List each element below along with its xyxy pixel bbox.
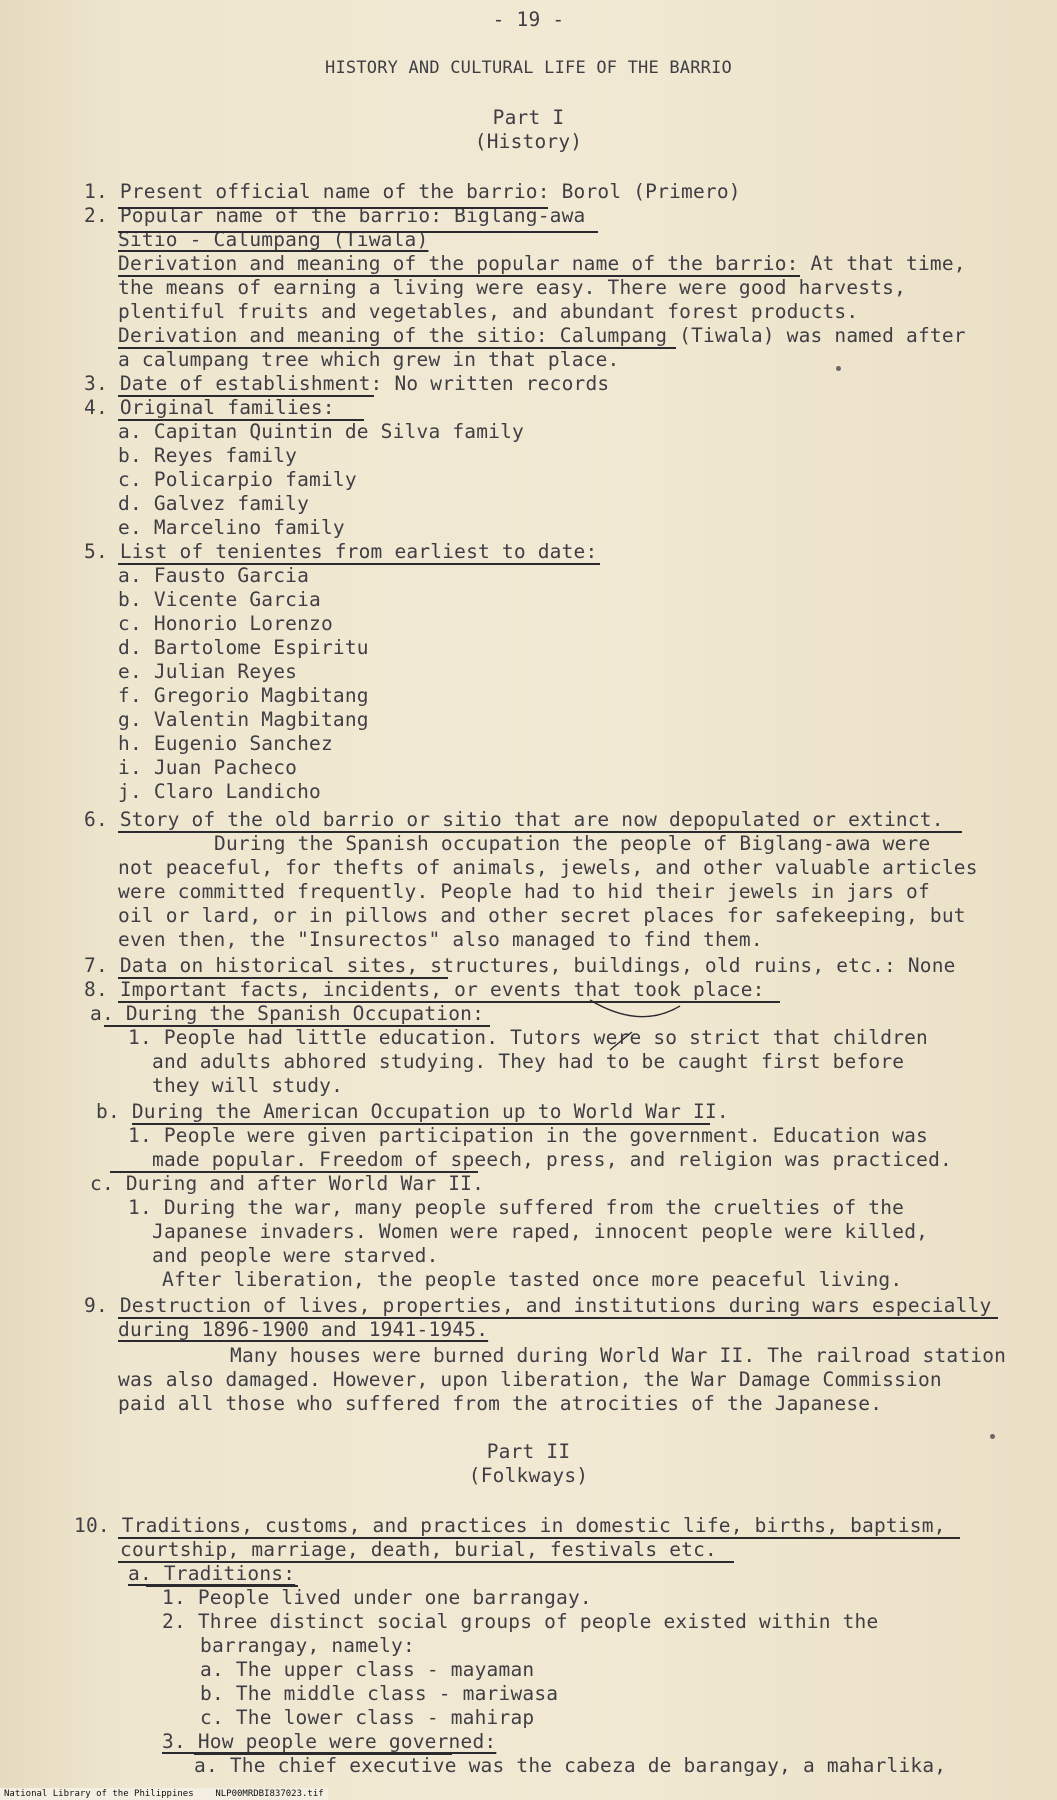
text-line: not peaceful, for thefts of animals, jewels, and other valuable articles	[118, 856, 978, 879]
ink-spot	[836, 366, 841, 371]
text-line: they will study.	[152, 1074, 344, 1097]
text-line: even then, the "Insurectos" also managed to find them.	[118, 928, 763, 951]
text-line: Derivation and meaning of the sitio: Calumpang (Tiwala) was named after	[118, 324, 966, 347]
text-line: Sitio - Calumpang (Tiwala)	[118, 228, 429, 251]
text-line: made popular. Freedom of speech, press, and religion was practiced.	[152, 1148, 952, 1171]
text-line: 8. Important facts, incidents, or events that took place:	[84, 978, 765, 1001]
text-line: 1. People lived under one barrangay.	[162, 1586, 592, 1609]
text-line: g. Valentin Magbitang	[118, 708, 369, 731]
text-line: a. Fausto Garcia	[118, 564, 310, 587]
text-line: 2. Three distinct social groups of people existed within the	[162, 1610, 879, 1633]
text-line: 4. Original families:	[84, 396, 335, 419]
text-line: oil or lard, or in pillows and other secret places for safekeeping, but	[118, 904, 966, 927]
text-line: and adults abhored studying. They had to be caught first before	[152, 1050, 905, 1073]
text-line: a. Traditions:	[128, 1562, 296, 1585]
text-line: 1. People were given participation in the government. Education was	[128, 1124, 928, 1147]
text-line: 9. Destruction of lives, properties, and institutions during wars especially	[84, 1294, 992, 1317]
footer-source: National Library of the Philippines NLP00MRDBI837023.tif	[0, 1788, 328, 1800]
text-line: d. Galvez family	[118, 492, 310, 515]
text-line: a calumpang tree which grew in that place.	[118, 348, 620, 371]
text-line: a. During the Spanish Occupation:	[90, 1002, 485, 1025]
part-one-label: Part I	[492, 106, 565, 129]
text-line: 6. Story of the old barrio or sitio that are now depopulated or extinct.	[84, 808, 944, 831]
text-line: After liberation, the people tasted once more peaceful living.	[162, 1268, 903, 1291]
text-line: courtship, marriage, death, burial, festivals etc.	[120, 1538, 717, 1561]
text-line: 1. Present official name of the barrio: Borol (Primero)	[84, 180, 741, 203]
text-line: 1. During the war, many people suffered from the cruelties of the	[128, 1196, 905, 1219]
text-line: and people were starved.	[152, 1244, 439, 1267]
text-line: 3. How people were governed:	[162, 1730, 497, 1753]
text-line: c. The lower class - mahirap	[200, 1706, 535, 1729]
text-line: plentiful fruits and vegetables, and abundant forest products.	[118, 300, 859, 323]
text-line: c. Policarpio family	[118, 468, 357, 491]
text-line: 5. List of tenientes from earliest to date:	[84, 540, 598, 563]
text-line: 2. Popular name of the barrio: Biglang-awa	[84, 204, 586, 227]
text-line: was also damaged. However, upon liberation, the War Damage Commission	[118, 1368, 942, 1391]
ink-spot	[990, 1434, 995, 1439]
text-line: were committed frequently. People had to hid their jewels in jars of	[118, 880, 930, 903]
text-line: b. The middle class - mariwasa	[200, 1682, 559, 1705]
text-line: 7. Data on historical sites, structures, buildings, old ruins, etc.: None	[84, 954, 956, 977]
text-line: a. The upper class - mayaman	[200, 1658, 535, 1681]
text-line: e. Marcelino family	[118, 516, 345, 539]
text-line: 3. Date of establishment: No written records	[84, 372, 610, 395]
text-line: 10. Traditions, customs, and practices in domestic life, births, baptism,	[74, 1514, 946, 1537]
text-line: b. During the American Occupation up to World War II.	[96, 1100, 729, 1123]
text-line: Derivation and meaning of the popular name of the barrio: At that time,	[118, 252, 966, 275]
part-one-subtitle: (History)	[474, 130, 583, 153]
text-line: during 1896-1900 and 1941-1945.	[118, 1318, 489, 1341]
document-title: HISTORY AND CULTURAL LIFE OF THE BARRIO	[325, 58, 732, 78]
page-number: - 19 -	[492, 8, 565, 31]
text-line: a. The chief executive was the cabeza de barangay, a maharlika,	[194, 1754, 947, 1777]
text-line: i. Juan Pacheco	[118, 756, 298, 779]
text-line: During the Spanish occupation the people of Biglang-awa were	[214, 832, 931, 855]
text-line: paid all those who suffered from the atrocities of the Japanese.	[118, 1392, 883, 1415]
text-line: h. Eugenio Sanchez	[118, 732, 333, 755]
text-line: b. Vicente Garcia	[118, 588, 321, 611]
text-line: the means of earning a living were easy. There were good harvests,	[118, 276, 907, 299]
text-line: f. Gregorio Magbitang	[118, 684, 369, 707]
text-line: e. Julian Reyes	[118, 660, 298, 683]
text-line: j. Claro Landicho	[118, 780, 321, 803]
text-line: b. Reyes family	[118, 444, 298, 467]
text-line: a. Capitan Quintin de Silva family	[118, 420, 524, 443]
text-line: c. Honorio Lorenzo	[118, 612, 333, 635]
text-line: Japanese invaders. Women were raped, innocent people were killed,	[152, 1220, 929, 1243]
text-line: Many houses were burned during World War II. The railroad station	[230, 1344, 1007, 1367]
part-two-subtitle: (Folkways)	[468, 1464, 589, 1487]
text-line: barrangay, namely:	[200, 1634, 415, 1657]
text-line: 1. People had little education. Tutors were so strict that children	[128, 1026, 928, 1049]
text-line: d. Bartolome Espiritu	[118, 636, 369, 659]
part-two-label: Part II	[486, 1440, 571, 1463]
text-line: c. During and after World War II.	[90, 1172, 485, 1195]
